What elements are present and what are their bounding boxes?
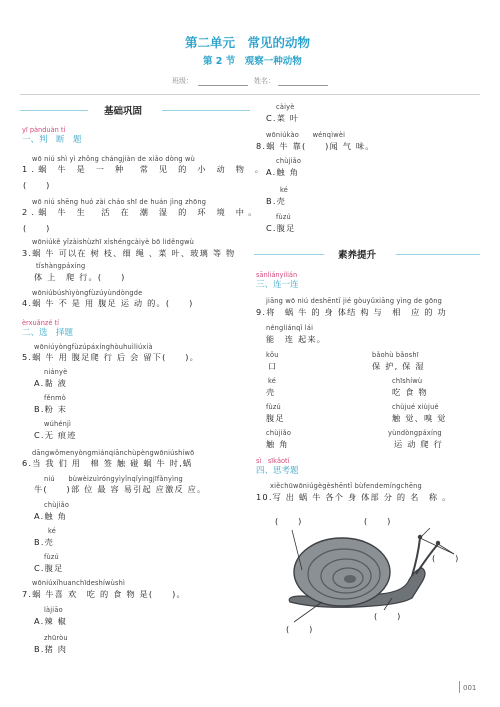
q10-pinyin: xiěchūwōniúgègèshēntǐ bùfendemíngchēng — [270, 482, 422, 490]
question-4: 4.蜗 牛 不 是 用 腹足 运 动 的。( ) — [22, 298, 194, 308]
question-7: 7.蜗 牛喜 欢 吃 的 食 物 是( )。 — [22, 589, 186, 599]
basic-section-bar — [20, 103, 250, 117]
q6-option-c[interactable]: C.腹足 — [34, 563, 64, 573]
question-5: 5.蜗 牛 用 腹足爬 行 后 会 留下( )。 — [22, 352, 200, 362]
q6a-pinyin: chùjiǎo — [44, 501, 70, 509]
q8c-pinyin: fùzú — [276, 213, 291, 221]
q8a-pinyin: chùjiǎo — [276, 157, 302, 165]
q5-option-b[interactable]: B.粉 末 — [34, 404, 68, 414]
q7c-pinyin: càiyè — [276, 103, 295, 111]
q5-pinyin: wōniúyòngfùzúpáxínghòuhuìliúxià — [34, 343, 153, 351]
page-number: 001 — [463, 684, 477, 692]
improve-section-title: 素养提升 — [338, 250, 377, 261]
think-pinyin: sì sīkǎotí — [256, 457, 290, 465]
unit-title: 第二单元 常见的动物 — [185, 35, 311, 50]
match-left-1[interactable]: 口 — [268, 361, 278, 371]
q7-option-a[interactable]: A.辣 椒 — [34, 616, 68, 626]
match-left-2[interactable]: 壳 — [266, 387, 276, 397]
header-divider — [20, 94, 480, 95]
q8-pinyin: wōniúkào wénqìwèi — [266, 131, 346, 139]
lesson-title: 第 2 节 观察一种动物 — [203, 56, 302, 67]
q8-option-b[interactable]: B.壳 — [266, 196, 287, 206]
question-3: 3.蜗 牛 可以在 树 枝、细 绳 、菜 叶、玻璃 等 物 — [22, 248, 236, 258]
question-6: 6.当 我 们 用 棉 签 触 碰 蜗 牛 时,蜗 — [22, 458, 193, 468]
match-right-1[interactable]: 保 护, 保 湿 — [372, 361, 425, 371]
q6bb-pinyin: ké — [48, 527, 57, 535]
q2-pinyin: wō niú shēng huó zài cháo shī de huán jìng zhōng — [32, 198, 207, 206]
improve-section-bar — [254, 247, 480, 261]
class-label: 班级： — [172, 77, 193, 85]
question-3-cont: 体 上 爬 行。( ) — [34, 272, 126, 282]
question-1: 1.蜗 牛 是 一 种 常 见 的 小 动 物 。 — [22, 164, 268, 174]
question-6-cont: 牛( )部 位 最 容 易引起 应激反 应。 — [34, 484, 207, 494]
q5b-pinyin: fěnmò — [44, 394, 67, 402]
q2-answer-paren[interactable]: ( ) — [23, 223, 51, 233]
q9-pinyin: jiāng wō niú deshēntǐ jié gòuyǔxiāng yìng de gōng — [266, 297, 443, 305]
match-left-3-pinyin: fùzú — [266, 403, 281, 411]
q5a-pinyin: niányè — [44, 368, 68, 376]
match-right-3-pinyin: chùjué xiùjué — [392, 403, 439, 411]
label-blank-eyes[interactable]: ( ) — [432, 553, 460, 563]
q3b-pinyin: tǐshàngpáxíng — [36, 262, 86, 270]
class-field[interactable] — [198, 85, 248, 86]
question-8: 8.蜗 牛 靠( )闻 气 味。 — [256, 141, 375, 151]
q6-pinyin: dāngwǒmenyòngmiánqiānchùpèngwōniúshíwō — [32, 449, 195, 457]
choice-section-title: 二、选 择题 — [22, 328, 74, 338]
match-left-4[interactable]: 触 角 — [266, 439, 289, 449]
match-right-2-pinyin: chīshíwù — [392, 377, 423, 385]
q8-option-a[interactable]: A.触 角 — [266, 167, 300, 177]
match-section-title: 三、连一连 — [256, 280, 299, 290]
q5c-pinyin: wúhénjì — [44, 420, 72, 428]
q1-answer-paren[interactable]: ( ) — [23, 180, 51, 190]
q8-option-c[interactable]: C.腹足 — [266, 223, 296, 233]
question-10: 10.写 出 蜗 牛 各个 身 体部 分 的 名 称 。 — [256, 492, 452, 502]
q7b-pinyin: zhūròu — [44, 634, 68, 642]
q7-pinyin: wōniúxǐhuanchīdeshíwùshì — [32, 579, 126, 587]
match-pinyin: sānliányilián — [256, 271, 298, 279]
label-blank-mouth[interactable]: ( ) — [374, 611, 402, 621]
q5-option-a[interactable]: A.黏 液 — [34, 378, 68, 388]
q7-option-b[interactable]: B.猪 肉 — [34, 644, 68, 654]
label-blank-shell[interactable]: ( ) — [275, 516, 303, 526]
name-label: 姓名： — [254, 77, 275, 85]
match-right-3[interactable]: 触 觉、嗅 觉 — [392, 413, 447, 423]
match-right-4-pinyin: yùndòngpáxíng — [388, 429, 442, 437]
question-9-cont: 能 连 起来。 — [266, 334, 327, 344]
judge-pinyin: yī pànduàn tí — [22, 126, 66, 134]
q6-option-a[interactable]: A.触 角 — [34, 511, 68, 521]
q1-pinyin: wō niú shì yì zhǒng chángjiàn de xiǎo dòng wù — [32, 155, 195, 163]
choice-pinyin: èrxuǎnzé tí — [22, 319, 59, 327]
q6-option-b[interactable]: B.壳 — [34, 537, 55, 547]
label-blank-tentacle[interactable]: ( ) — [364, 516, 392, 526]
match-right-1-pinyin: bǎohù bǎoshī — [372, 351, 419, 359]
match-right-4[interactable]: 运 动 爬 行 — [394, 439, 443, 449]
q8b-pinyin: ké — [280, 186, 289, 194]
match-left-2-pinyin: ké — [268, 377, 277, 385]
q7a-pinyin: làjiāo — [44, 606, 63, 614]
judge-section-title: 一、判 断 题 — [22, 135, 82, 145]
q6b-pinyin: niú bùwèizuìróngyìyǐnqǐyìngjīfǎnyìng — [44, 475, 183, 483]
question-9: 9.将 蜗 牛 的 身 体结 构 与 相 应 的 功 — [256, 307, 447, 317]
basic-section-title: 基础巩固 — [104, 106, 143, 117]
question-2: 2.蜗 牛 生 活 在 潮 湿 的 环 境 中。 — [22, 207, 261, 217]
match-right-2[interactable]: 吃 食 物 — [392, 387, 428, 397]
think-section-title: 四、思考题 — [256, 466, 299, 476]
footer-divider — [459, 681, 460, 693]
q7-option-c[interactable]: C.菜 叶 — [266, 113, 300, 123]
match-left-1-pinyin: kǒu — [266, 351, 279, 359]
q6c-pinyin: fùzú — [44, 553, 59, 561]
match-left-3[interactable]: 腹足 — [266, 413, 285, 423]
q9b-pinyin: néngliánqǐ lái — [266, 324, 314, 332]
q4-pinyin: wōniúbúshìyòngfùzúyùndòngde — [32, 289, 143, 297]
match-left-4-pinyin: chùjiǎo — [266, 429, 292, 437]
name-field[interactable] — [278, 85, 328, 86]
q5-option-c[interactable]: C.无 痕迹 — [34, 430, 77, 440]
q3-pinyin: wōniúkě yǐzàishùzhī xìshéngcàiyè bō liděngwù — [32, 238, 195, 246]
label-blank-foot[interactable]: ( ) — [286, 624, 314, 634]
